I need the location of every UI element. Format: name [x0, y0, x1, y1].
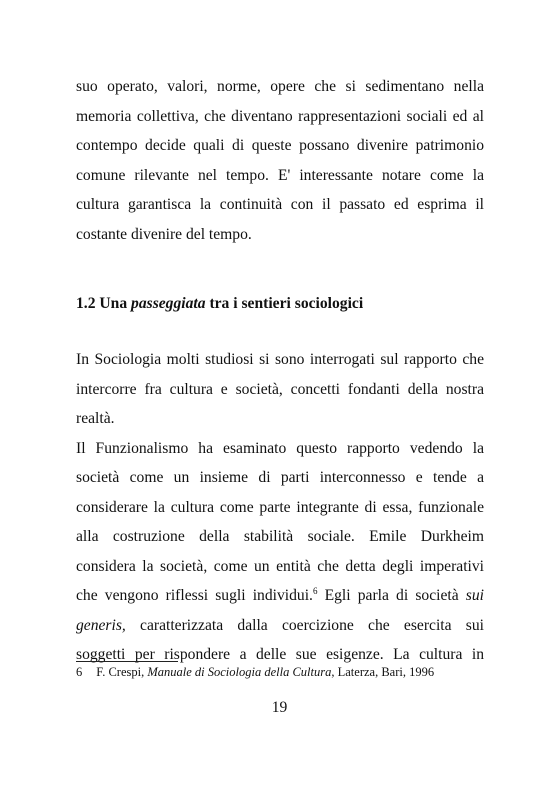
text-run: caratterizzata dalla coercizione che esercita sui	[125, 616, 484, 634]
footnote	[76, 665, 434, 680]
text-line: considera la società, come un entità che detta degli imperativi	[76, 557, 484, 575]
text-line: contempo decide quali di queste possano divenire patrimonio	[76, 137, 484, 154]
italic-text: sui	[465, 587, 484, 604]
text-line: cultura garantisca la continuità con il passato ed esprima il	[76, 196, 484, 213]
text-line: Il Funzionalismo ha esaminato questo rapporto vedendo la	[76, 439, 484, 457]
footnote-author: F. Crespi,	[96, 665, 148, 679]
text-line: comune rilevante nel tempo. E' interessante notare come la	[76, 166, 484, 184]
text-run: che vengono riflessi sugli individui.	[76, 587, 313, 604]
text-run: Egli parla di società	[317, 587, 466, 604]
text-line: costante divenire del tempo.	[76, 225, 252, 243]
heading-prefix: 1.2 Una	[76, 295, 132, 312]
footnote-reference: 6	[312, 586, 318, 596]
body-paragraph	[76, 345, 484, 670]
continuation-paragraph	[76, 72, 484, 249]
text-line: alla costruzione della stabilità sociale. Emile Durkheim	[76, 528, 484, 545]
page-number: 19	[271, 699, 288, 716]
text-line	[76, 581, 484, 611]
text-line: suo operato, valori, norme, opere che si sedimentano nella	[76, 78, 484, 95]
text-line: In Sociologia molti studiosi si sono interrogati sul rapporto che	[76, 351, 484, 368]
heading-emphasis: passeggiata	[131, 295, 206, 312]
footnote-separator	[76, 661, 178, 662]
section-heading	[76, 295, 363, 313]
footnote-title: Manuale di Sociologia della Cultura	[147, 665, 332, 679]
text-line: società come un insieme di parti interconnesso e tende a	[76, 469, 484, 486]
text-line: considerare la cultura come parte integrante di essa, funzionale	[76, 498, 484, 516]
footnote-number: 6	[76, 665, 83, 679]
italic-text: generis,	[76, 616, 126, 634]
text-line	[76, 611, 484, 641]
text-line: memoria collettiva, che diventano rappresentazioni sociali ed al	[76, 107, 484, 125]
heading-suffix: tra i sentieri sociologici	[205, 295, 364, 312]
text-line: soggetti per rispondere a delle sue esigenze. La cultura in	[76, 646, 484, 663]
text-line: realtà.	[76, 410, 115, 427]
footnote-publisher: , Laterza, Bari, 1996	[331, 665, 435, 679]
text-line: intercorre fra cultura e società, concetti fondanti della nostra	[76, 380, 484, 398]
